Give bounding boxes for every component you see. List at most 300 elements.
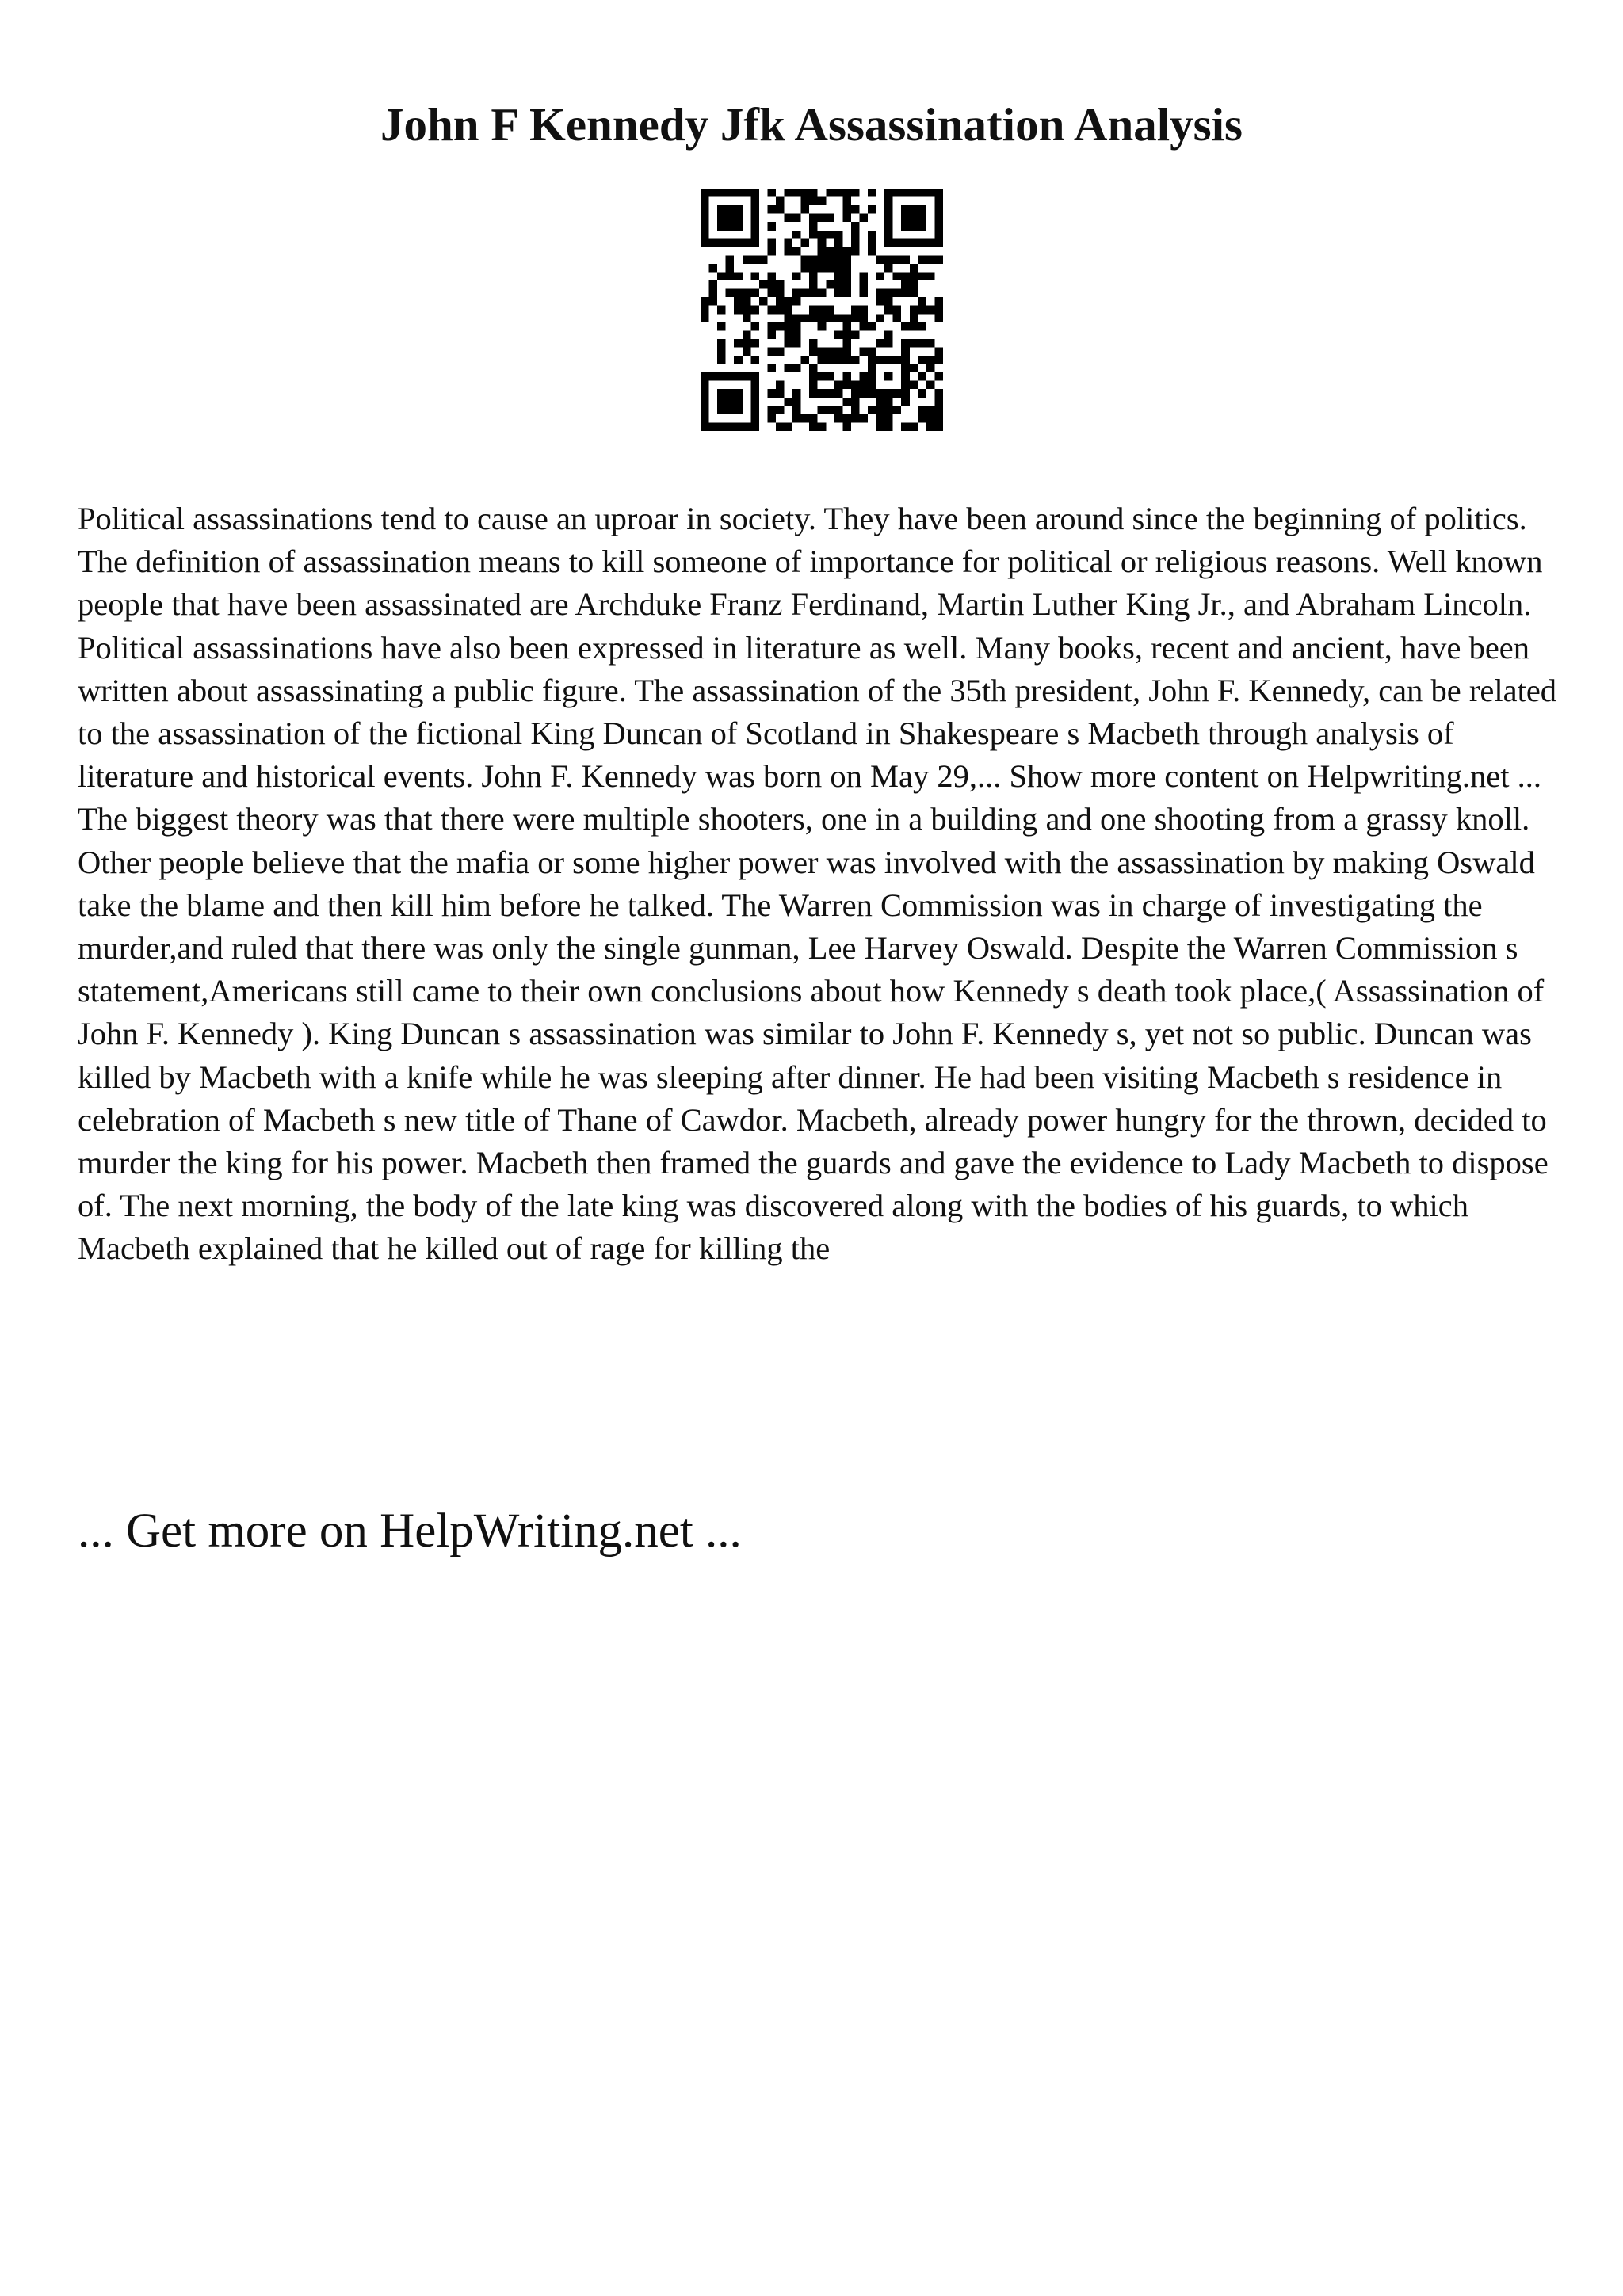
- qr-module: [842, 347, 851, 356]
- qr-module: [884, 231, 893, 239]
- qr-module: [910, 205, 918, 214]
- qr-module: [876, 398, 885, 406]
- qr-module: [717, 306, 726, 315]
- qr-module: [834, 255, 843, 264]
- qr-module: [934, 222, 943, 231]
- qr-module: [884, 306, 893, 315]
- qr-module: [842, 205, 851, 214]
- qr-module: [818, 306, 827, 315]
- qr-module: [734, 214, 743, 223]
- qr-module: [818, 389, 827, 398]
- qr-module: [918, 297, 926, 306]
- qr-module: [734, 205, 743, 214]
- qr-module: [826, 406, 834, 414]
- qr-module: [884, 289, 893, 298]
- qr-module: [868, 347, 876, 356]
- qr-module: [717, 222, 726, 231]
- qr-module: [726, 406, 735, 414]
- qr-module: [801, 414, 810, 423]
- qr-module: [884, 297, 893, 306]
- qr-module: [859, 289, 868, 298]
- qr-module: [776, 322, 785, 331]
- qr-module: [884, 255, 893, 264]
- qr-module: [792, 364, 801, 373]
- qr-module: [918, 339, 926, 348]
- qr-module: [750, 398, 759, 406]
- qr-module: [926, 273, 935, 281]
- qr-module: [842, 330, 851, 339]
- qr-module: [884, 422, 893, 431]
- qr-module: [792, 330, 801, 339]
- qr-module: [859, 414, 868, 423]
- qr-module: [750, 381, 759, 390]
- qr-module: [734, 372, 743, 381]
- qr-module: [750, 214, 759, 223]
- qr-module: [701, 197, 709, 206]
- qr-module: [876, 356, 885, 364]
- qr-module: [918, 273, 926, 281]
- qr-module: [750, 255, 759, 264]
- qr-module: [868, 372, 876, 381]
- qr-module: [750, 289, 759, 298]
- qr-module: [801, 197, 810, 206]
- qr-module: [901, 255, 910, 264]
- qr-module: [785, 189, 793, 197]
- qr-module: [859, 372, 868, 381]
- qr-module: [926, 414, 935, 423]
- qr-module: [910, 322, 918, 331]
- qr-module: [834, 238, 843, 247]
- qr-module: [901, 398, 910, 406]
- qr-module: [901, 339, 910, 348]
- qr-module: [826, 255, 834, 264]
- qr-module: [884, 398, 893, 406]
- qr-module: [776, 297, 785, 306]
- qr-module: [785, 214, 793, 223]
- qr-module: [834, 247, 843, 256]
- qr-module: [750, 339, 759, 348]
- qr-module: [893, 189, 902, 197]
- qr-module: [767, 364, 776, 373]
- qr-module: [926, 364, 935, 373]
- qr-module: [851, 231, 860, 239]
- qr-module: [826, 247, 834, 256]
- qr-module: [918, 222, 926, 231]
- qr-code-graphic: [701, 189, 943, 431]
- qr-module: [709, 372, 718, 381]
- qr-module: [918, 372, 926, 381]
- qr-module: [842, 372, 851, 381]
- qr-module: [801, 205, 810, 214]
- qr-module: [734, 189, 743, 197]
- qr-module: [834, 289, 843, 298]
- qr-module: [851, 389, 860, 398]
- qr-module: [826, 214, 834, 223]
- qr-module: [934, 422, 943, 431]
- qr-module: [792, 322, 801, 331]
- qr-module: [859, 306, 868, 315]
- qr-module: [776, 205, 785, 214]
- qr-module: [750, 238, 759, 247]
- qr-module: [910, 339, 918, 348]
- qr-module: [910, 289, 918, 298]
- qr-module: [801, 289, 810, 298]
- qr-module: [743, 255, 751, 264]
- qr-module: [809, 314, 818, 322]
- qr-module: [809, 347, 818, 356]
- qr-module: [901, 189, 910, 197]
- qr-module: [717, 273, 726, 281]
- qr-module: [851, 414, 860, 423]
- qr-module: [901, 347, 910, 356]
- qr-module: [776, 280, 785, 289]
- qr-module: [792, 339, 801, 348]
- qr-module: [818, 314, 827, 322]
- qr-module: [926, 238, 935, 247]
- qr-module: [809, 306, 818, 315]
- qr-module: [934, 398, 943, 406]
- qr-module: [884, 264, 893, 273]
- qr-module: [776, 406, 785, 414]
- qr-module: [884, 372, 893, 381]
- qr-module: [834, 347, 843, 356]
- qr-module: [901, 289, 910, 298]
- qr-module: [743, 330, 751, 339]
- qr-module: [851, 330, 860, 339]
- qr-module: [701, 306, 709, 315]
- qr-module: [809, 231, 818, 239]
- qr-module: [809, 364, 818, 373]
- qr-module: [851, 381, 860, 390]
- qr-module: [743, 289, 751, 298]
- qr-module: [842, 289, 851, 298]
- qr-module: [910, 364, 918, 373]
- qr-module: [785, 322, 793, 331]
- qr-module: [743, 238, 751, 247]
- qr-module: [868, 205, 876, 214]
- qr-module: [918, 389, 926, 398]
- qr-module: [734, 273, 743, 281]
- qr-module: [726, 264, 735, 273]
- qr-module: [801, 255, 810, 264]
- qr-module: [901, 238, 910, 247]
- qr-module: [785, 364, 793, 373]
- qr-module: [901, 364, 910, 373]
- qr-module: [809, 422, 818, 431]
- qr-module: [809, 280, 818, 289]
- qr-module: [918, 214, 926, 223]
- qr-module: [901, 273, 910, 281]
- qr-module: [842, 280, 851, 289]
- qr-module: [926, 422, 935, 431]
- qr-module: [792, 214, 801, 223]
- qr-module: [759, 280, 768, 289]
- qr-module: [701, 422, 709, 431]
- qr-module: [893, 289, 902, 298]
- qr-module: [926, 339, 935, 348]
- qr-module: [868, 247, 876, 256]
- qr-module: [809, 255, 818, 264]
- qr-module: [743, 372, 751, 381]
- qr-module: [818, 214, 827, 223]
- qr-module: [876, 406, 885, 414]
- qr-module: [876, 414, 885, 423]
- qr-module: [726, 273, 735, 281]
- qr-module: [826, 347, 834, 356]
- qr-module: [743, 339, 751, 348]
- qr-module: [818, 197, 827, 206]
- qr-module: [876, 422, 885, 431]
- qr-module: [726, 372, 735, 381]
- qr-module: [851, 406, 860, 414]
- qr-module: [818, 372, 827, 381]
- qr-module: [809, 222, 818, 231]
- qr-module: [701, 214, 709, 223]
- qr-module: [934, 231, 943, 239]
- qr-module: [726, 189, 735, 197]
- qr-module: [801, 264, 810, 273]
- qr-module: [776, 389, 785, 398]
- qr-module: [801, 356, 810, 364]
- qr-module: [701, 414, 709, 423]
- qr-module: [884, 330, 893, 339]
- qr-module: [851, 222, 860, 231]
- qr-module: [701, 381, 709, 390]
- qr-module: [701, 372, 709, 381]
- qr-code-icon[interactable]: [701, 189, 943, 431]
- qr-module: [818, 347, 827, 356]
- qr-module: [826, 306, 834, 315]
- qr-module: [750, 356, 759, 364]
- qr-module: [884, 205, 893, 214]
- qr-module: [868, 322, 876, 331]
- qr-module: [809, 189, 818, 197]
- qr-module: [776, 381, 785, 390]
- qr-module: [776, 422, 785, 431]
- qr-module: [934, 205, 943, 214]
- qr-module: [884, 356, 893, 364]
- qr-module: [826, 189, 834, 197]
- qr-module: [893, 306, 902, 315]
- qr-module: [792, 414, 801, 423]
- qr-module: [818, 356, 827, 364]
- qr-module: [785, 247, 793, 256]
- qr-module: [785, 314, 793, 322]
- qr-module: [934, 255, 943, 264]
- qr-module: [842, 264, 851, 273]
- qr-module: [734, 406, 743, 414]
- qr-module: [785, 238, 793, 247]
- qr-module: [701, 231, 709, 239]
- qr-module: [750, 389, 759, 398]
- qr-module: [901, 322, 910, 331]
- qr-module: [785, 422, 793, 431]
- qr-module: [868, 238, 876, 247]
- qr-module: [934, 297, 943, 306]
- qr-module: [767, 222, 776, 231]
- qr-module: [834, 414, 843, 423]
- qr-module: [701, 398, 709, 406]
- qr-module: [859, 389, 868, 398]
- qr-module: [918, 414, 926, 423]
- qr-module: [750, 414, 759, 423]
- qr-module: [934, 372, 943, 381]
- qr-module: [868, 381, 876, 390]
- qr-module: [767, 289, 776, 298]
- qr-module: [926, 356, 935, 364]
- qr-module: [792, 231, 801, 239]
- qr-module: [717, 422, 726, 431]
- qr-module: [834, 406, 843, 414]
- qr-module: [743, 306, 751, 315]
- qr-module: [717, 389, 726, 398]
- qr-module: [767, 406, 776, 414]
- qr-module: [842, 255, 851, 264]
- qr-module: [717, 356, 726, 364]
- qr-module: [893, 255, 902, 264]
- qr-module: [876, 314, 885, 322]
- qr-module: [743, 189, 751, 197]
- qr-module: [876, 297, 885, 306]
- qr-module: [743, 347, 751, 356]
- qr-module: [809, 197, 818, 206]
- qr-module: [876, 255, 885, 264]
- qr-module: [893, 238, 902, 247]
- qr-module: [859, 280, 868, 289]
- qr-module: [785, 306, 793, 315]
- qr-module: [910, 222, 918, 231]
- qr-module: [759, 255, 768, 264]
- qr-module: [792, 273, 801, 281]
- qr-module: [893, 406, 902, 414]
- get-more-link[interactable]: ... Get more on HelpWriting.net ...: [78, 1505, 742, 1558]
- qr-module: [901, 372, 910, 381]
- qr-module: [701, 205, 709, 214]
- qr-module: [868, 364, 876, 373]
- qr-module: [743, 314, 751, 322]
- qr-module: [868, 356, 876, 364]
- qr-module: [750, 231, 759, 239]
- qr-module: [851, 238, 860, 247]
- qr-module: [934, 238, 943, 247]
- qr-module: [893, 356, 902, 364]
- qr-module: [792, 247, 801, 256]
- qr-module: [792, 189, 801, 197]
- qr-module: [734, 422, 743, 431]
- qr-module: [809, 389, 818, 398]
- qr-module: [851, 247, 860, 256]
- qr-module: [818, 289, 827, 298]
- qr-module: [734, 222, 743, 231]
- qr-module: [842, 197, 851, 206]
- qr-module: [842, 414, 851, 423]
- qr-module: [818, 255, 827, 264]
- qr-module: [801, 314, 810, 322]
- qr-module: [734, 306, 743, 315]
- qr-module: [884, 414, 893, 423]
- qr-module: [868, 189, 876, 197]
- qr-module: [809, 273, 818, 281]
- qr-module: [709, 189, 718, 197]
- qr-module: [734, 297, 743, 306]
- qr-module: [792, 314, 801, 322]
- qr-module: [809, 414, 818, 423]
- qr-module: [834, 280, 843, 289]
- qr-module: [934, 389, 943, 398]
- qr-module: [818, 322, 827, 331]
- qr-module: [851, 205, 860, 214]
- qr-module: [709, 422, 718, 431]
- qr-module: [934, 356, 943, 364]
- qr-module: [842, 314, 851, 322]
- qr-module: [726, 389, 735, 398]
- qr-module: [842, 189, 851, 197]
- qr-module: [809, 214, 818, 223]
- qr-module: [767, 189, 776, 197]
- qr-module: [701, 238, 709, 247]
- qr-module: [918, 255, 926, 264]
- qr-module: [785, 297, 793, 306]
- qr-module: [842, 422, 851, 431]
- qr-module: [717, 238, 726, 247]
- qr-module: [934, 347, 943, 356]
- qr-module: [776, 347, 785, 356]
- qr-module: [717, 214, 726, 223]
- qr-module: [717, 322, 726, 331]
- qr-module: [750, 273, 759, 281]
- qr-module: [834, 330, 843, 339]
- qr-module: [726, 255, 735, 264]
- qr-module: [801, 238, 810, 247]
- qr-module: [934, 414, 943, 423]
- qr-module: [910, 238, 918, 247]
- qr-module: [709, 264, 718, 273]
- qr-module: [868, 389, 876, 398]
- qr-module: [834, 273, 843, 281]
- qr-module: [842, 247, 851, 256]
- qr-module: [859, 322, 868, 331]
- qr-module: [717, 205, 726, 214]
- qr-module: [884, 214, 893, 223]
- qr-module: [717, 398, 726, 406]
- qr-module: [851, 314, 860, 322]
- qr-module: [918, 189, 926, 197]
- qr-module: [767, 205, 776, 214]
- qr-module: [910, 280, 918, 289]
- qr-module: [717, 189, 726, 197]
- qr-module: [701, 406, 709, 414]
- qr-module: [734, 356, 743, 364]
- qr-module: [726, 238, 735, 247]
- qr-module: [818, 264, 827, 273]
- qr-module: [743, 422, 751, 431]
- qr-module: [726, 289, 735, 298]
- qr-module: [809, 339, 818, 348]
- qr-module: [826, 231, 834, 239]
- qr-module: [834, 314, 843, 322]
- qr-module: [734, 389, 743, 398]
- qr-module: [901, 280, 910, 289]
- qr-module: [934, 406, 943, 414]
- qr-module: [785, 330, 793, 339]
- qr-module: [767, 247, 776, 256]
- qr-module: [893, 314, 902, 322]
- qr-module: [701, 297, 709, 306]
- qr-module: [750, 197, 759, 206]
- qr-module: [859, 314, 868, 322]
- qr-module: [826, 356, 834, 364]
- qr-module: [910, 306, 918, 315]
